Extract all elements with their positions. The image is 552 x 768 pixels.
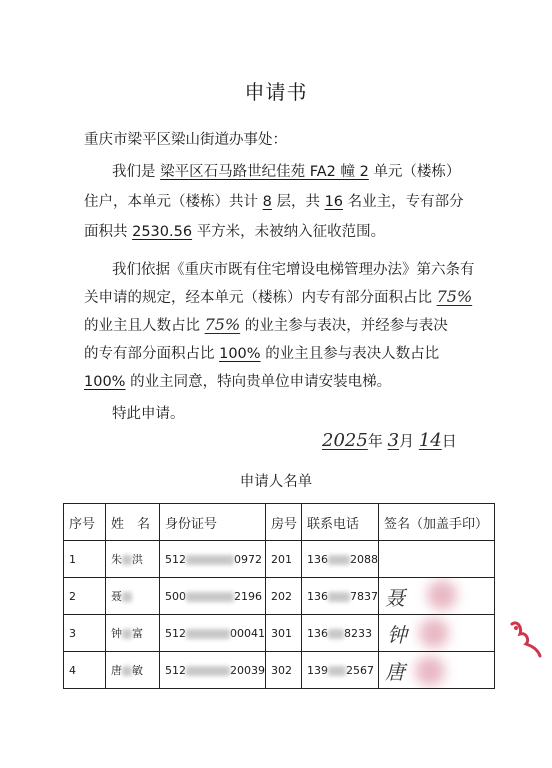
cell-id [160,541,266,578]
para2-line3 [84,314,448,335]
text: 500 [165,589,186,603]
text: 136 [307,626,328,640]
filled-area: 2530.56 [132,224,193,240]
para2-line5 [84,370,391,391]
redaction [328,592,350,602]
date [322,430,457,451]
header-phone: 联系电话 [302,504,379,541]
cell-room: 202 [266,578,302,615]
text: 2567 [346,663,374,677]
cell-no: 2 [64,578,106,615]
header-no: 序号 [64,504,106,541]
filled-building: 梁平区石马路世纪佳苑 FA2 幢 2 [160,164,369,180]
handwritten-value: 75% [436,287,473,306]
redaction [122,629,132,639]
text: 住户，本单元（楼栋）共计 [84,194,258,210]
filled-value: 100% [219,346,261,362]
para2-line4 [84,342,439,363]
cell-phone [302,652,379,689]
cell-name [106,652,160,689]
text: 月 [399,432,415,450]
handwritten-value: 75% [204,315,241,334]
header-room: 房号 [266,504,302,541]
text: 2088 [350,552,378,566]
table-row [64,578,495,615]
addressee: 重庆市梁平区梁山街道办事处： [84,132,287,148]
redaction [122,592,132,602]
cell-signature [379,615,495,652]
cell-signature [379,578,495,615]
para1-line3 [84,220,385,241]
text: 聂 [111,590,122,603]
list-title: 申请人名单 [239,474,313,490]
text: 钟 [111,627,122,640]
text: 日 [441,432,457,450]
text: 7837 [350,589,378,603]
cell-room: 301 [266,615,302,652]
text: 512 [165,663,186,677]
applicant-table [63,503,495,689]
text: 关申请的规定，经本单元（楼栋）内专有部分面积占比 [84,290,432,306]
text: 的业主同意，特向贵单位申请安装电梯。 [130,374,392,390]
cell-id [160,615,266,652]
cell-phone [302,541,379,578]
cell-name [106,578,160,615]
para1-line1 [112,160,460,181]
red-stamp-fragment [508,618,544,658]
cell-id [160,578,266,615]
text: 名业主，专有部分 [347,194,464,210]
para2-line1: 我们依据《重庆市既有住宅增设电梯管理办法》第六条有 [112,262,475,278]
fingerprint-blur [419,618,449,648]
text: 面积共 [84,224,128,240]
date-day: 14 [418,430,442,451]
closing: 特此申请。 [112,406,185,422]
text: 8233 [344,626,372,640]
cell-no: 4 [64,652,106,689]
text: 的业主参与表决，并经参与表决 [244,318,448,334]
text: 136 [307,589,328,603]
table-row [64,615,495,652]
text: 单元（楼栋） [373,164,461,180]
table-row [64,541,495,578]
redaction [122,555,132,565]
page-title: 申请书 [244,80,308,104]
cell-name [106,541,160,578]
text: 我们是 [112,164,156,180]
redaction [328,629,344,639]
cell-phone [302,578,379,615]
text: 的专有部分面积占比 [84,346,215,362]
para2-line2 [84,286,472,307]
fingerprint-blur [415,656,445,686]
text: 年 [367,432,383,450]
filled-owners: 16 [324,194,344,210]
text: 512 [165,552,186,566]
header-name: 姓 名 [106,504,160,541]
table-header-row [64,504,495,541]
date-month: 3 [387,430,400,451]
text: 00041 [230,626,265,640]
handwritten-signature: 聂 [385,586,405,610]
date-year: 2025 [322,430,368,451]
handwritten-signature: 钟 [387,623,407,647]
cell-room: 302 [266,652,302,689]
redaction [186,666,230,676]
text: 平方米，未被纳入征收范围。 [196,224,386,240]
redaction [122,666,132,676]
text: 层，共 [276,194,320,210]
para1-line2 [84,190,464,211]
filled-value: 100% [84,374,126,390]
redaction [328,555,350,565]
cell-name [106,615,160,652]
cell-signature [379,541,495,578]
text: 唐 [111,664,122,677]
redaction [186,592,234,602]
redaction [186,555,234,565]
cell-no: 1 [64,541,106,578]
text: 的业主且人数占比 [84,318,200,334]
redaction [328,666,346,676]
text: 0972 [234,552,262,566]
cell-no: 3 [64,615,106,652]
handwritten-signature: 唐 [385,660,405,684]
text: 512 [165,626,186,640]
header-id: 身份证号 [160,504,266,541]
fingerprint-blur [427,580,457,610]
text: 敏 [132,664,143,677]
filled-floors: 8 [262,194,272,210]
cell-id [160,652,266,689]
header-signature: 签名（加盖手印） [379,504,495,541]
text: 136 [307,552,328,566]
text: 富 [132,627,143,640]
text: 洪 [132,553,143,566]
cell-signature [379,652,495,689]
text: 20039 [230,663,265,677]
cell-phone [302,615,379,652]
table-row [64,652,495,689]
text: 的业主且参与表决人数占比 [265,346,440,362]
text: 2196 [234,589,262,603]
redaction [186,629,230,639]
cell-room: 201 [266,541,302,578]
text: 朱 [111,553,122,566]
text: 139 [307,663,328,677]
